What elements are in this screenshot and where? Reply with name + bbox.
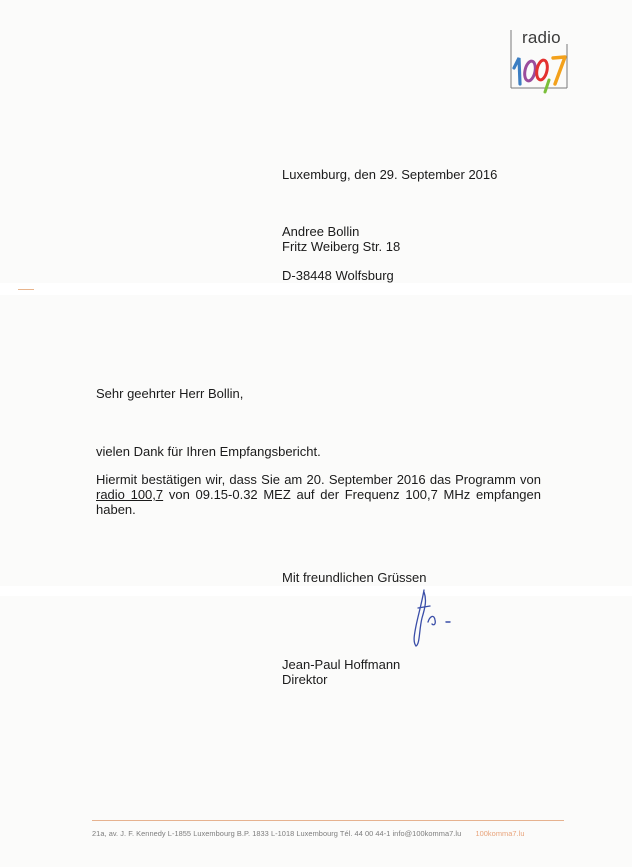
logo-word: radio: [522, 28, 561, 47]
signer-title: Direktor: [282, 672, 328, 687]
radio-100-7-logo: [505, 24, 575, 94]
body-text-after: von 09.15-0.32 MEZ auf der Frequenz 100,7 MHz empfangen haben.: [96, 487, 541, 517]
recipient-name: Andree Bollin: [282, 224, 360, 239]
scan-band: [0, 283, 632, 295]
footer-rule: [92, 820, 564, 821]
place-date: Luxemburg, den 29. September 2016: [282, 167, 498, 182]
handwritten-signature: [404, 586, 458, 648]
salutation: Sehr geehrter Herr Bollin,: [96, 386, 244, 401]
thanks-line: vielen Dank für Ihren Empfangsbericht.: [96, 444, 321, 459]
scan-band: [0, 586, 632, 596]
station-name: radio 100,7: [96, 487, 164, 502]
footer: [92, 829, 525, 838]
recipient-city: D-38448 Wolfsburg: [282, 268, 394, 283]
footer-address: 21a, av. J. F. Kennedy L-1855 Luxembourg B.P. 1833 L-1018 Luxembourg Tél. 44 00 44-1 info@100komma7.lu: [92, 829, 462, 838]
footer-brand: 100komma7.lu: [475, 829, 525, 838]
confirmation-paragraph: [96, 472, 541, 517]
signer-name: Jean-Paul Hoffmann: [282, 657, 401, 672]
body-text-before: Hiermit bestätigen wir, dass Sie am 20. September 2016 das Programm von: [96, 472, 541, 487]
closing: Mit freundlichen Grüssen: [282, 570, 427, 585]
scan-mark: [18, 289, 34, 290]
recipient-street: Fritz Weiberg Str. 18: [282, 239, 401, 254]
